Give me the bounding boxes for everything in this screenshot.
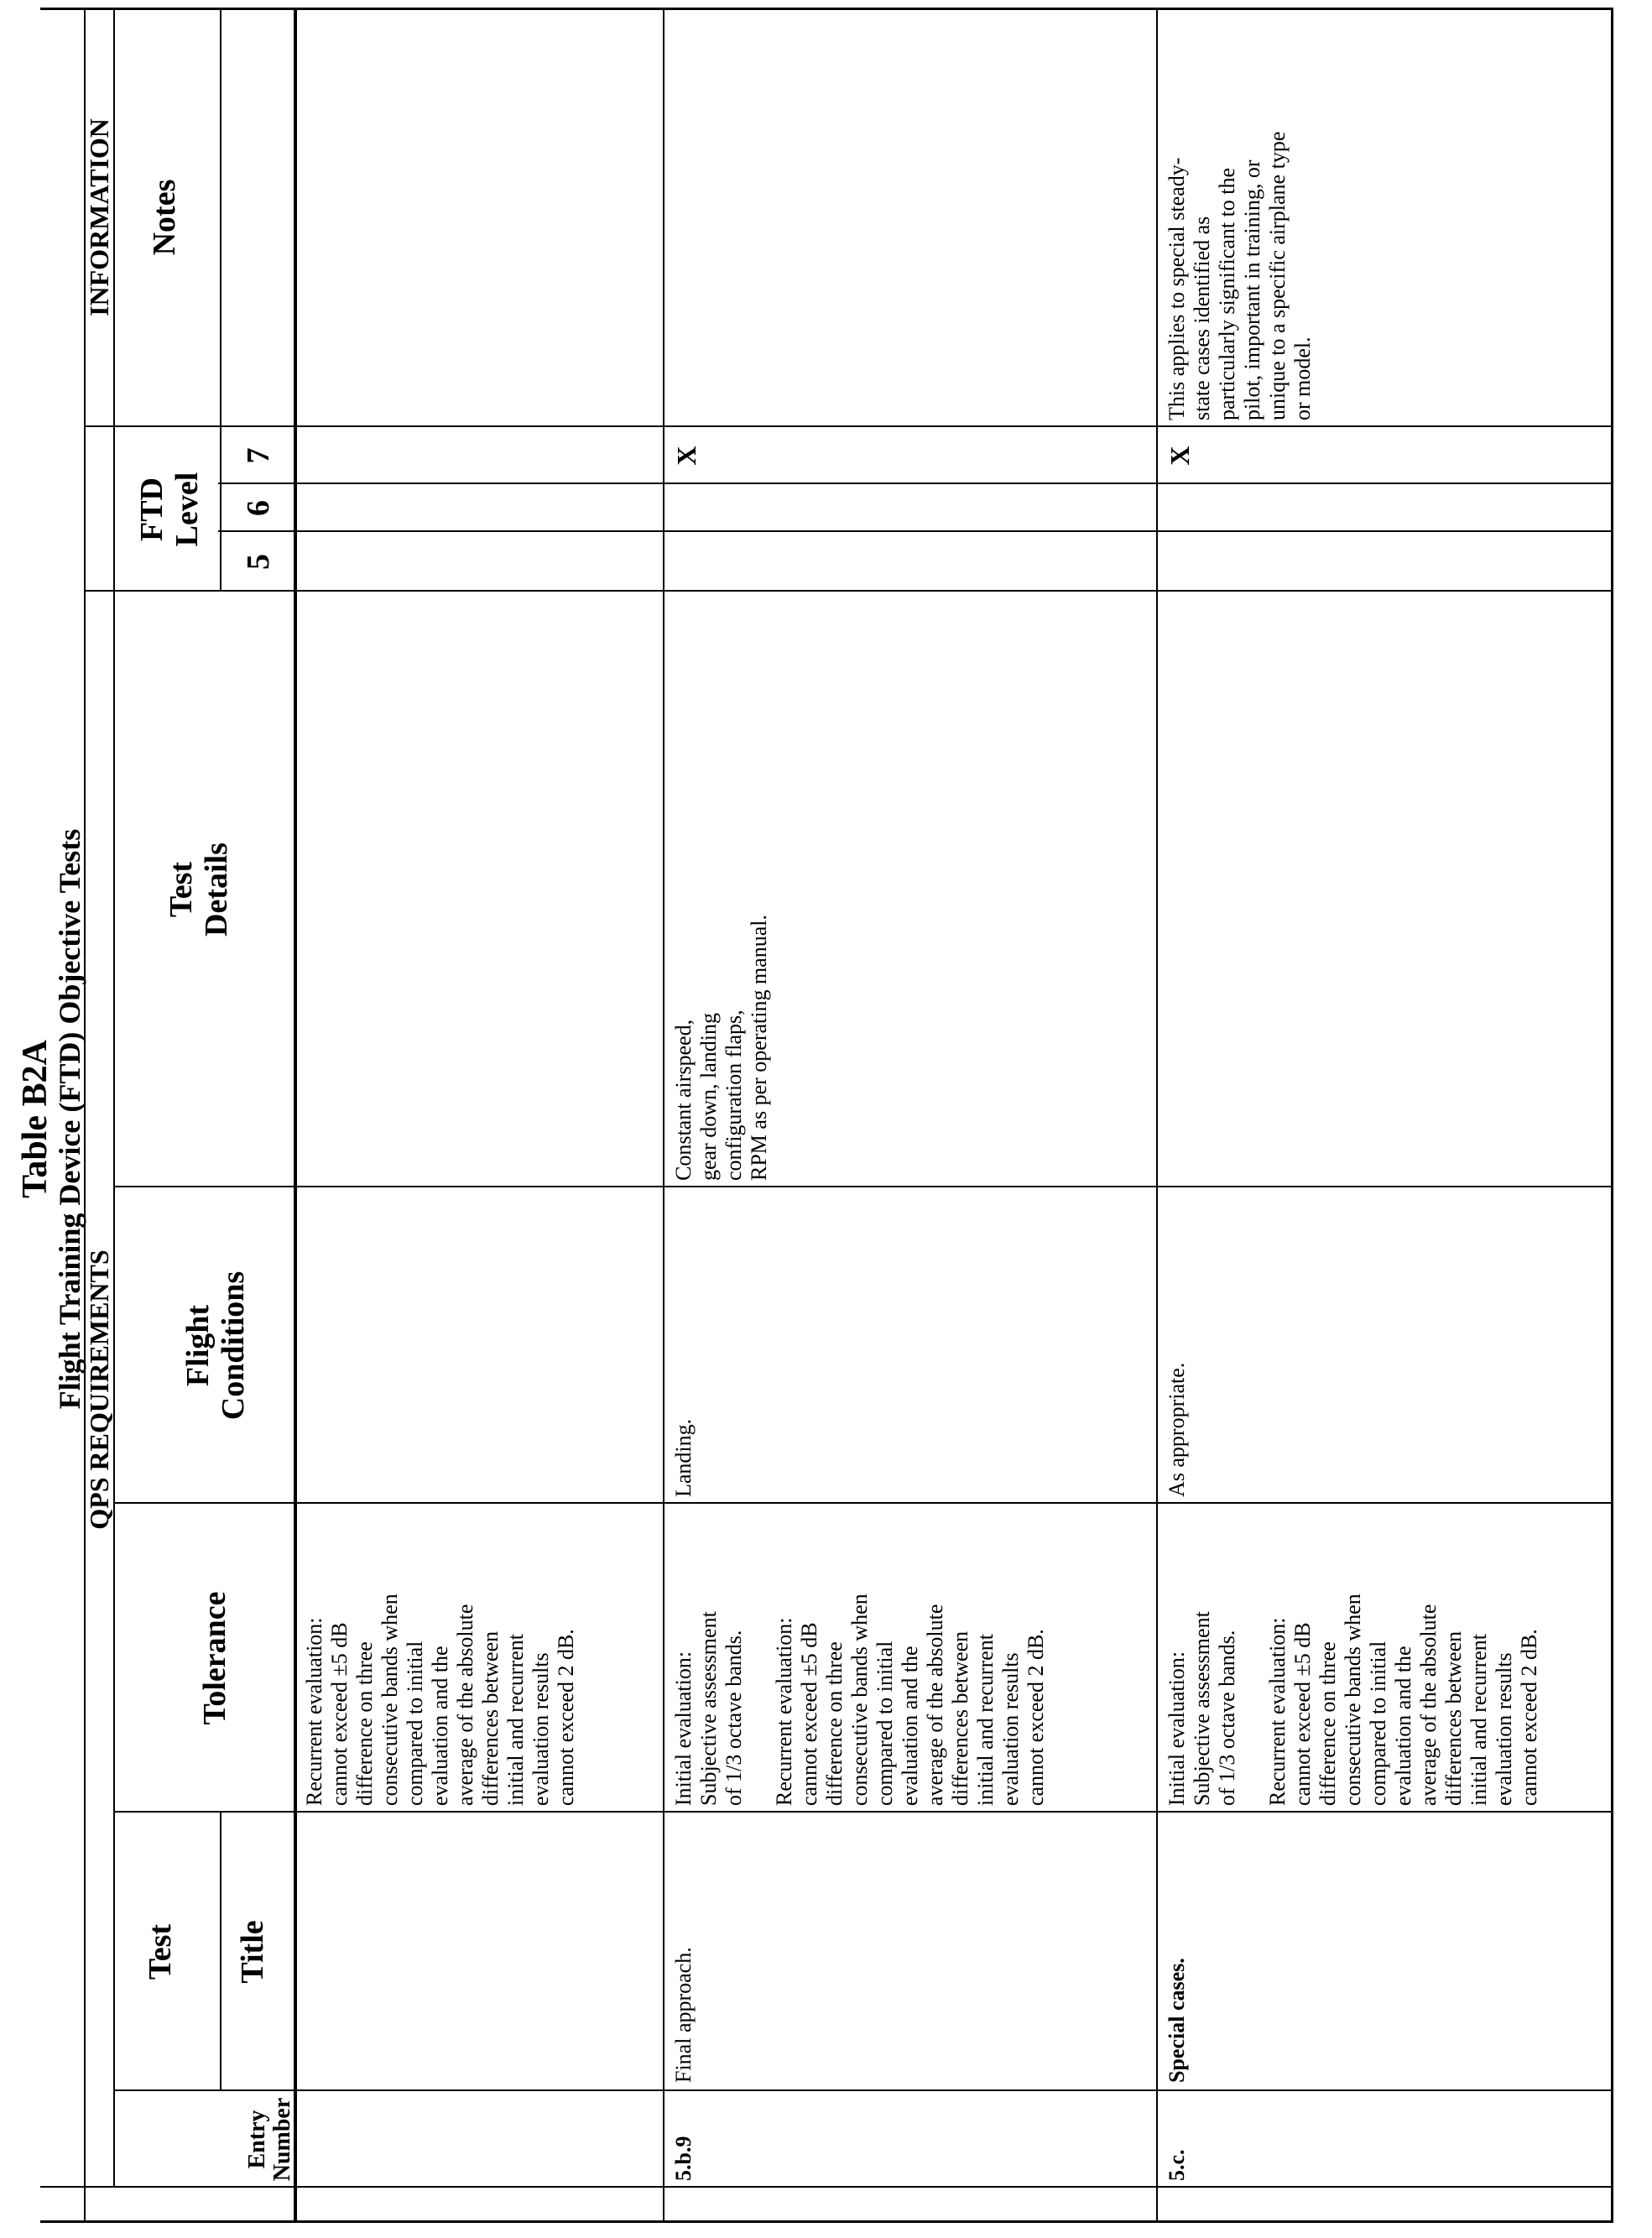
qps-requirements-header: QPS REQUIREMENTS bbox=[84, 1249, 114, 1530]
notes-header: Notes bbox=[147, 179, 182, 256]
test-subheader-line bbox=[220, 1813, 221, 2091]
ftd-subheader-line bbox=[220, 427, 221, 592]
sep-details-ftd bbox=[84, 590, 1613, 592]
row3-flight-conditions: As appropriate. bbox=[1165, 1362, 1189, 1497]
sep-ftd-notes bbox=[84, 425, 1613, 427]
row3-notes: This applies to special steady- state cases identified as particularly significant to the pilot, important in training, or unique to a specific airplane type or model. bbox=[1165, 131, 1315, 420]
sep-test-tolerance bbox=[113, 1811, 1613, 1813]
row3-tolerance: Initial evaluation: Subjective assessment of 1/3 octave bands. Recurrent evaluation: cannot exceed ±5 dB difference on three consecutive bands when compared to initial evaluation and the average of the absolute differences between initial and recurrent evaluation results cannot exceed 2 dB. bbox=[1165, 1594, 1541, 1806]
row3-title: Special cases. bbox=[1165, 1958, 1189, 2083]
row3-level-7: X bbox=[1165, 446, 1195, 466]
sep-level5-level6 bbox=[218, 530, 1613, 532]
tolerance-header: Tolerance bbox=[197, 1591, 232, 1725]
row-line-2 bbox=[1156, 8, 1158, 2223]
level-5-header: 5 bbox=[241, 554, 276, 570]
header-bottom-line bbox=[294, 8, 297, 2223]
row2-level-7: X bbox=[671, 446, 701, 466]
frame-right-border bbox=[40, 8, 1613, 10]
ftd-level-header: FTD Level bbox=[134, 472, 205, 547]
test-details-header: Test Details bbox=[164, 843, 234, 936]
row2-test-details: Constant airspeed, gear down, landing configuration flaps, RPM as per operating manual. bbox=[671, 915, 771, 1181]
sep-level6-level7 bbox=[218, 483, 1613, 484]
test-header: Test bbox=[143, 1923, 178, 1980]
table-subtitle: Flight Training Device (FTD) Objective Tests bbox=[53, 828, 86, 1410]
row-line-1 bbox=[663, 8, 664, 2223]
row2-entry: 5.b.9 bbox=[671, 2136, 696, 2181]
sep-entry-title bbox=[113, 2089, 1613, 2091]
table-title: Table B2A bbox=[16, 1040, 55, 1198]
title-header: Title bbox=[235, 1920, 270, 1984]
level-6-header: 6 bbox=[241, 500, 276, 516]
row2-title: Final approach. bbox=[671, 1947, 696, 2083]
sep-flight-details bbox=[113, 1186, 1613, 1187]
frame-left-border bbox=[40, 2220, 1613, 2223]
row2-flight-conditions: Landing. bbox=[671, 1418, 696, 1497]
level-7-header: 7 bbox=[241, 447, 276, 464]
flight-conditions-header: Flight Conditions bbox=[180, 1270, 251, 1421]
row2-tolerance: Initial evaluation: Subjective assessment of 1/3 octave bands. Recurrent evaluation: cannot exceed ±5 dB difference on three consecutive bands when compared to initial evaluation and the average of the absolute differences between initial and recurrent evaluation results cannot exceed 2 dB. bbox=[671, 1594, 1048, 1806]
information-header: INFORMATION bbox=[84, 118, 114, 316]
frame-bottom-border bbox=[1611, 8, 1613, 2223]
row3-entry: 5.c. bbox=[1165, 2149, 1189, 2181]
sep-tolerance-flight bbox=[113, 1502, 1613, 1504]
notes-subheader-line bbox=[220, 8, 221, 427]
entry-number-header: Entry Number bbox=[244, 2097, 295, 2182]
row1-tolerance: Recurrent evaluation: cannot exceed ±5 dB difference on three consecutive bands when compared to initial evaluation and the average of the absolute differences between initial and recurrent evaluation results cannot exceed 2 dB. bbox=[302, 1594, 578, 1806]
